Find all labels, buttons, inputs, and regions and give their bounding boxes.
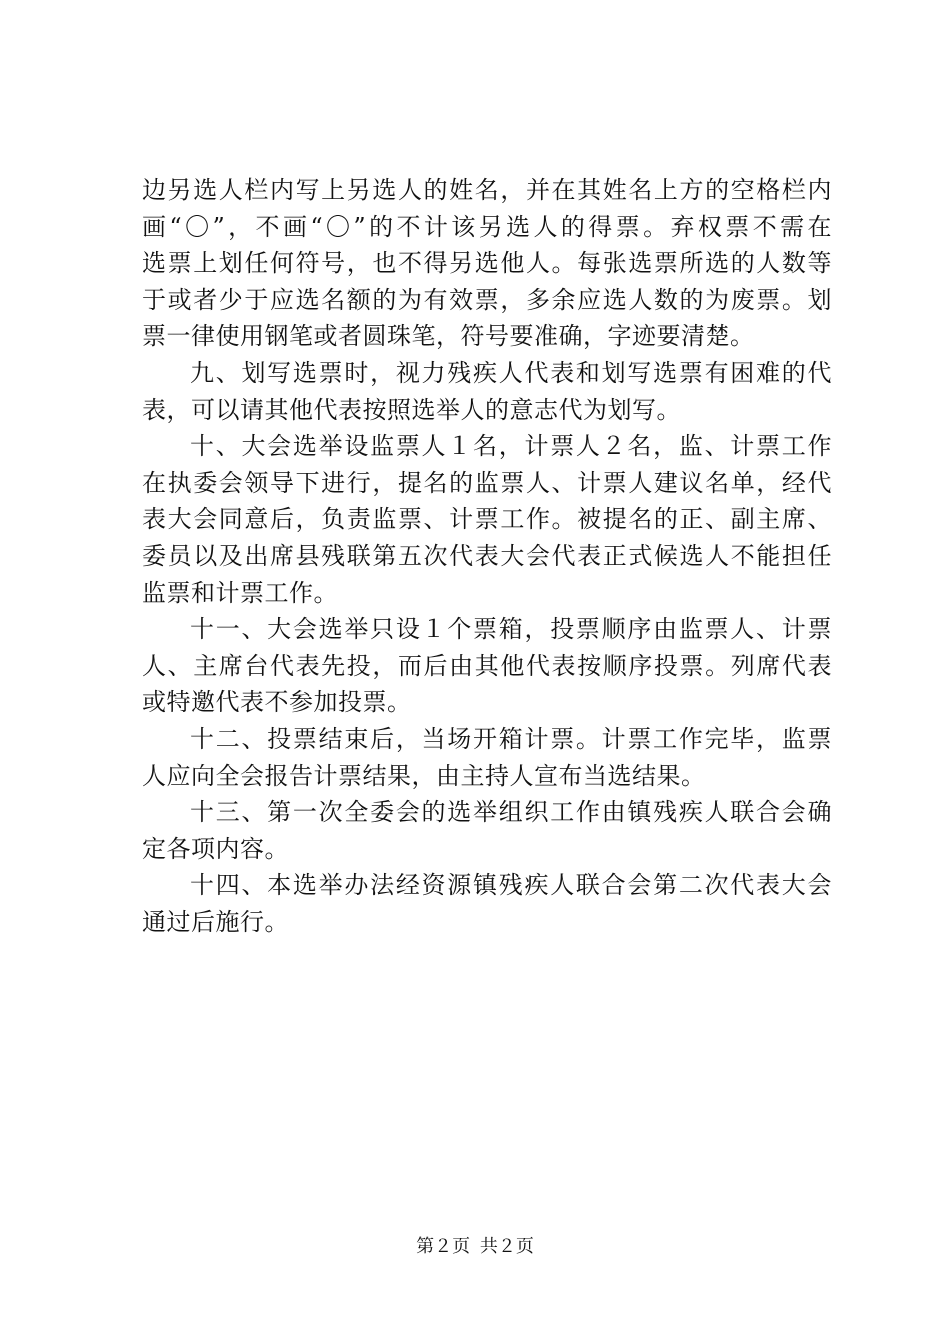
page-total: 共２页 — [479, 1236, 534, 1257]
paragraph-11-line: 十一、大会选举只设１个票箱，投票顺序由监票人、计票 — [190, 615, 832, 644]
document-body — [142, 172, 832, 940]
paragraph-13-line: 十三、第一次全委会的选举组织工作由镇残疾人联合会确 — [190, 798, 832, 827]
paragraph-10-line: 表大会同意后，负责监票、计票工作。被提名的正、副主席、 — [142, 505, 832, 534]
text-line: 边另选人栏内写上另选人的姓名，并在其姓名上方的空格栏内 — [142, 176, 832, 204]
paragraph-10-line: 监票和计票工作。 — [142, 578, 338, 607]
paragraph-13-line: 定各项内容。 — [142, 834, 289, 863]
paragraph-11-line: 或特邀代表不参加投票。 — [142, 688, 412, 717]
paragraph-10-line: 在执委会领导下进行，提名的监票人、计票人建议名单，经代 — [142, 468, 832, 497]
paragraph-9-line: 九、划写选票时，视力残疾人代表和划写选票有困难的代 — [190, 358, 832, 387]
paragraph-9-line: 表，可以请其他代表按照选举人的意志代为划写。 — [142, 395, 681, 424]
paragraph-12-line: 人应向全会报告计票结果，由主持人宣布当选结果。 — [142, 761, 706, 790]
text-line: 票一律使用钢笔或者圆珠笔，符号要准确，字迹要清楚。 — [142, 322, 755, 351]
paragraph-14-line: 通过后施行。 — [142, 907, 289, 936]
paragraph-14-line: 十四、本选举办法经资源镇残疾人联合会第二次代表大会 — [190, 871, 832, 900]
page-footer — [0, 1235, 950, 1259]
text-line: 于或者少于应选名额的为有效票，多余应选人数的为废票。划 — [142, 285, 832, 314]
text-line: 选票上划任何符号，也不得另选他人。每张选票所选的人数等 — [142, 249, 832, 278]
text-line: 画“〇”，不画“〇”的不计该另选人的得票。弃权票不需在 — [142, 212, 832, 241]
paragraph-12-line: 十二、投票结束后，当场开箱计票。计票工作完毕，监票 — [190, 724, 832, 753]
paragraph-10-line: 委员以及出席县残联第五次代表大会代表正式候选人不能担任 — [142, 541, 832, 570]
page-number: 第２页 — [416, 1236, 471, 1257]
paragraph-11-line: 人、主席台代表先投，而后由其他代表按顺序投票。列席代表 — [142, 651, 832, 680]
paragraph-10-line: 十、大会选举设监票人１名，计票人２名，监、计票工作 — [190, 432, 832, 461]
